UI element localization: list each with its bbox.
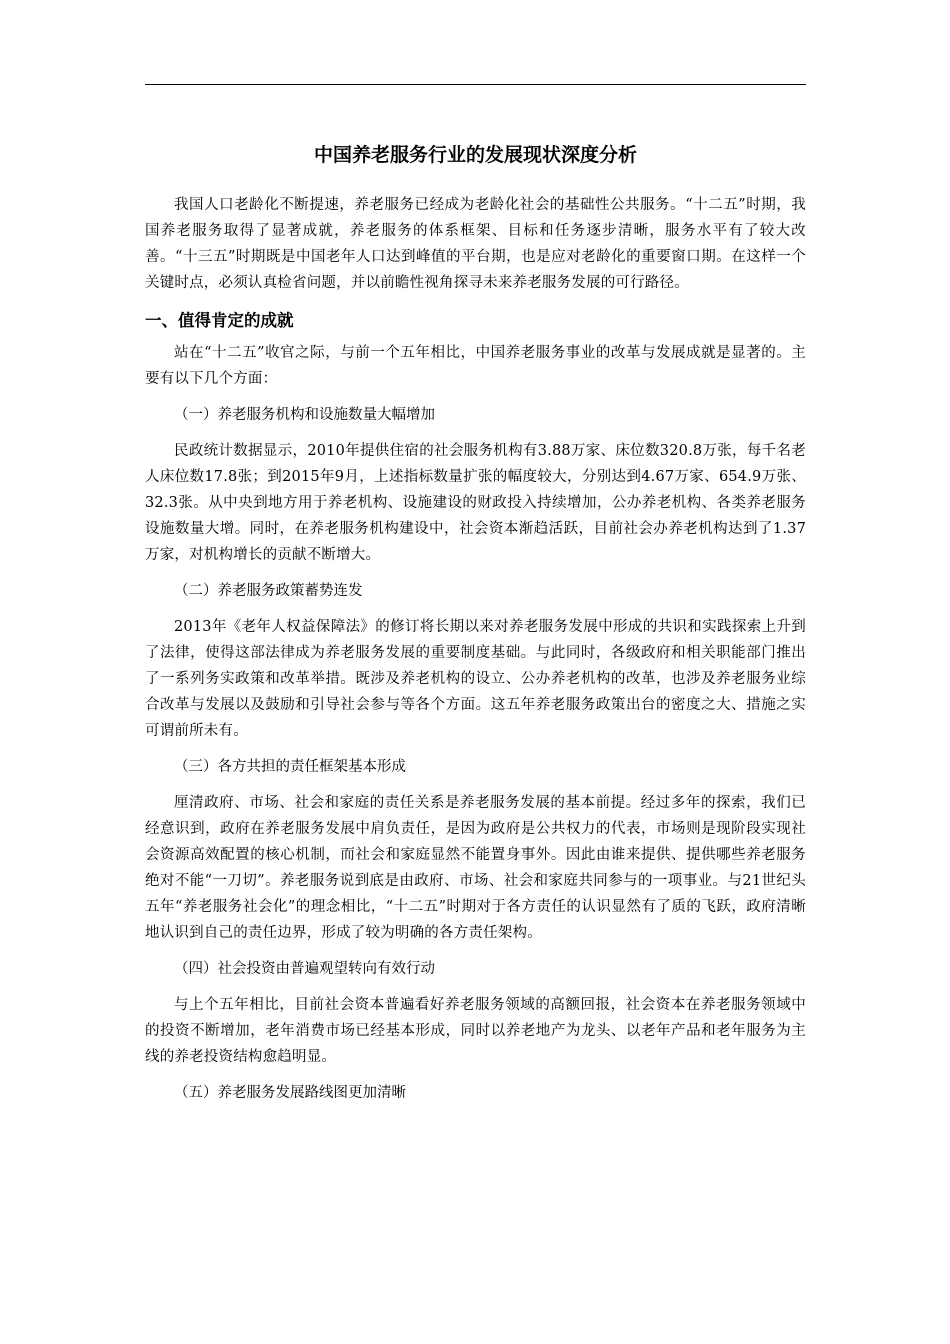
section-lead-paragraph: 站在“十二五”收官之际，与前一个五年相比，中国养老服务事业的改革与发展成就是显著的。主要有以下几个方面： <box>145 345 806 387</box>
subsection-heading-3: （三）各方共担的责任框架基本形成 <box>174 759 406 775</box>
subsection-paragraph-2: 2013年《老年人权益保障法》的修订将长期以来对养老服务发展中形成的共识和实践探索上升到了法律，使得这部法律成为养老服务发展的重要制度基础。与此同时，各级政府和相关职能部门推出了一系列务实政策和改革举措。既涉及养老机构的设立、公办养老机构的改革，也涉及养老服务业综合改革与发展以及鼓励和引导社会参与等各个方面。这五年养老服务政策出台的密度之大、措施之实可谓前所未有。 <box>145 619 806 739</box>
document-body <box>145 140 806 1116</box>
subsection-paragraph-3: 厘清政府、市场、社会和家庭的责任关系是养老服务发展的基本前提。经过多年的探索，我们已经意识到，政府在养老服务发展中肩负责任，是因为政府是公共权力的代表，市场则是现阶段实现社会资源高效配置的核心机制，而社会和家庭显然不能置身事外。因此由谁来提供、提供哪些养老服务绝对不能“一刀切”。养老服务说到底是由政府、市场、社会和家庭共同参与的一项事业。与21世纪头五年“养老服务社会化”的理念相比，“十二五”时期对于各方责任的认识显然有了质的飞跃，政府清晰地认识到自己的责任边界，形成了较为明确的各方责任架构。 <box>145 795 806 941</box>
subsection-paragraph-1: 民政统计数据显示，2010年提供住宿的社会服务机构有3.88万家、床位数320.8万张，每千名老人床位数17.8张；到2015年9月，上述指标数量扩张的幅度较大，分别达到4.67万家、654.9万张、32.3张。从中央到地方用于养老机构、设施建设的财政投入持续增加，公办养老机构、各类养老服务设施数量大增。同时，在养老服务机构建设中，社会资本渐趋活跃，目前社会办养老机构达到了1.37万家，对机构增长的贡献不断增大。 <box>145 443 806 563</box>
section-heading: 一、值得肯定的成就 <box>145 311 294 330</box>
header-rule <box>145 84 806 85</box>
subsection-heading-5: （五）养老服务发展路线图更加清晰 <box>174 1085 406 1101</box>
subsection-heading-2: （二）养老服务政策蓄势连发 <box>174 583 363 599</box>
subsection-paragraph-4: 与上个五年相比，目前社会资本普遍看好养老服务领域的高额回报，社会资本在养老服务领域中的投资不断增加，老年消费市场已经基本形成，同时以养老地产为龙头、以老年产品和老年服务为主线的养老投资结构愈趋明显。 <box>145 997 806 1065</box>
intro-paragraph: 我国人口老龄化不断提速，养老服务已经成为老龄化社会的基础性公共服务。“十二五”时期，我国养老服务取得了显著成就，养老服务的体系框架、目标和任务逐步清晰，服务水平有了较大改善。“十三五”时期既是中国老年人口达到峰值的平台期，也是应对老龄化的重要窗口期。在这样一个关键时点，必须认真检省问题，并以前瞻性视角探寻未来养老服务发展的可行路径。 <box>145 197 806 291</box>
subsection-heading-1: （一）养老服务机构和设施数量大幅增加 <box>174 407 435 423</box>
document-title: 中国养老服务行业的发展现状深度分析 <box>313 144 637 166</box>
subsection-heading-4: （四）社会投资由普遍观望转向有效行动 <box>174 961 435 977</box>
